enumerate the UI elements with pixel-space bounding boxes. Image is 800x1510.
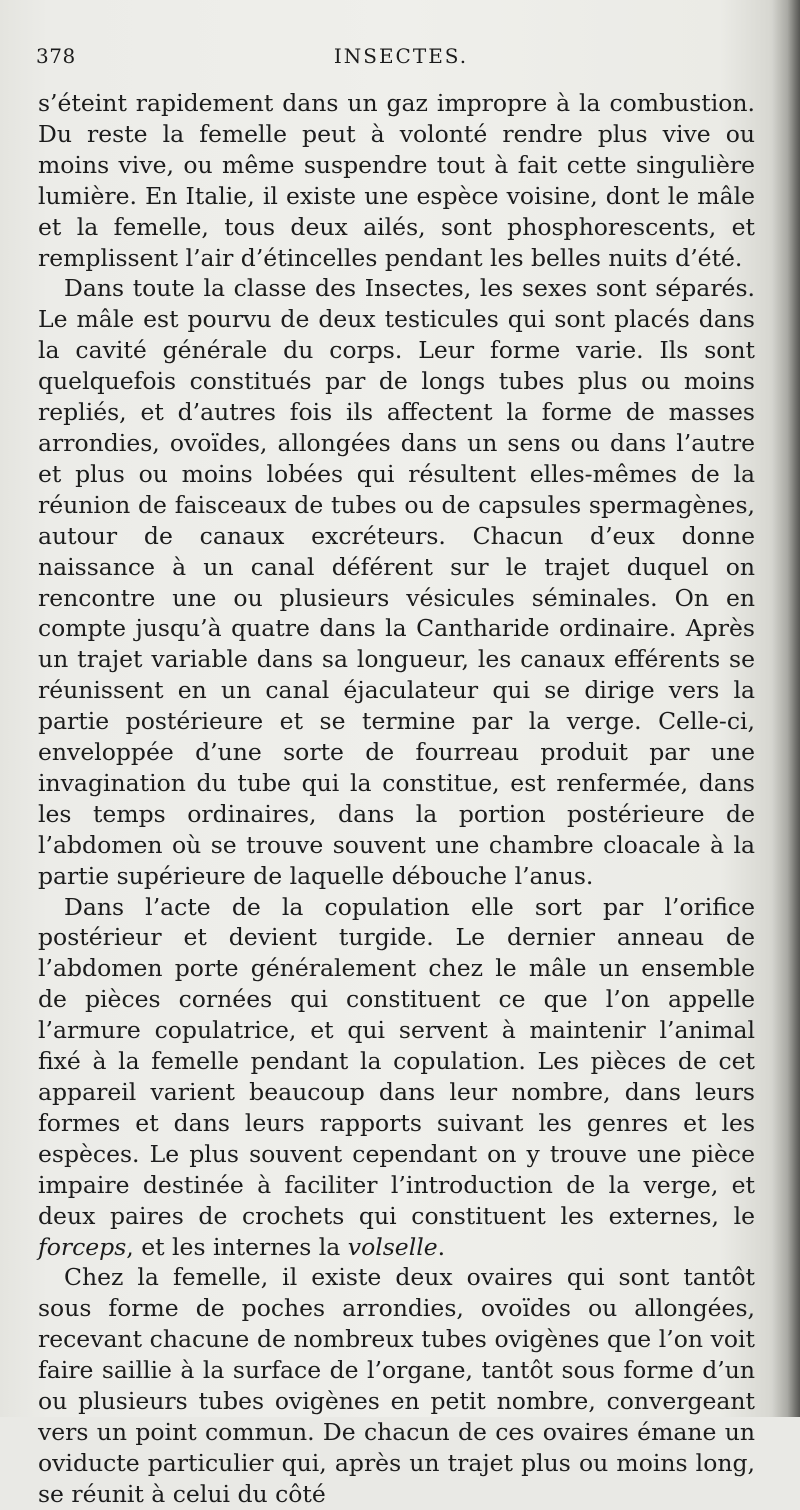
paragraph-copulation-text: Dans l’acte de la copulation elle sort par l’orifice postérieur et devient turgide. Le dernier anneau de l’abdomen porte généralement chez le mâle un ensemble de pièces cornées qui constituent ce que l’on appelle l’armure copulatrice, et qui servent à maintenir l’animal fixé à la femelle pendant la copulation. Les pièces de cet appareil varient beaucoup dans leur nombre, dans leurs formes et dans leurs rapports suivant les genres et les espèces. Le plus souvent cependant on y trouve une pièce impaire destinée à faciliter l’introduction de la verge, et deux paires de crochets qui constituent les externes, le <box>38 892 755 1230</box>
term-forceps: forceps <box>38 1232 127 1261</box>
body-text <box>38 88 755 1510</box>
paragraph-copulation <box>38 892 755 1263</box>
paragraph-copulation-middle: , et les internes la <box>126 1232 348 1261</box>
page-number: 378 <box>36 44 76 68</box>
running-title: INSECTES. <box>333 44 469 68</box>
book-spine-shadow <box>772 0 800 1417</box>
paragraph-female-organs: Chez la femelle, il existe deux ovaires qui sont tantôt sous forme de poches arrondies, ovoïdes ou allongées, recevant chacune de nombreux tubes ovigènes que l’on voit faire saillie à la surface de l’organe, tantôt sous forme d’un ou plusieurs tubes ovigènes en petit nombre, convergeant vers un point commun. De chacun de ces ovaires émane un oviducte particulier qui, après un trajet plus ou moins long, se réunit à celui du côté <box>38 1263 755 1508</box>
page-header <box>36 44 766 78</box>
paragraph-continuation: s’éteint rapidement dans un gaz impropre à la combustion. Du reste la femelle peut à volonté rendre plus vive ou moins vive, ou même suspendre tout à fait cette singulière lumière. En Italie, il existe une espèce voisine, dont le mâle et la femelle, tous deux ailés, sont phosphorescents, et remplissent l’air d’étincelles pendant les belles nuits d’été. <box>38 89 755 272</box>
paragraph-male-organs: Dans toute la classe des Insectes, les sexes sont séparés. Le mâle est pourvu de deux testicules qui sont placés dans la cavité générale du corps. Leur forme varie. Ils sont quelquefois constitués par de longs tubes plus ou moins repliés, et d’autres fois ils affectent la forme de masses arrondies, ovoïdes, allongées dans un sens ou dans l’autre et plus ou moins lobées qui résultent elles-mêmes de la réunion de faisceaux de tubes ou de capsules spermagènes, autour de canaux excréteurs. Chacun d’eux donne naissance à un canal déférent sur le trajet duquel on rencontre une ou plusieurs vésicules séminales. On en compte jusqu’à quatre dans la Cantharide ordinaire. Après un trajet variable dans sa longueur, les canaux efférents se réunissent en un canal éjaculateur qui se dirige vers la partie postérieure et se termine par la verge. Celle-ci, enveloppée d’une sorte de fourreau produit par une invagination du tube qui la constitue, est renfermée, dans les temps ordinaires, dans la portion postérieure de l’abdomen où se trouve souvent une chambre cloacale à la partie supérieure de laquelle débouche l’anus. <box>38 274 755 890</box>
paragraph-copulation-end: . <box>437 1232 446 1261</box>
term-volselle: volselle <box>347 1232 438 1261</box>
